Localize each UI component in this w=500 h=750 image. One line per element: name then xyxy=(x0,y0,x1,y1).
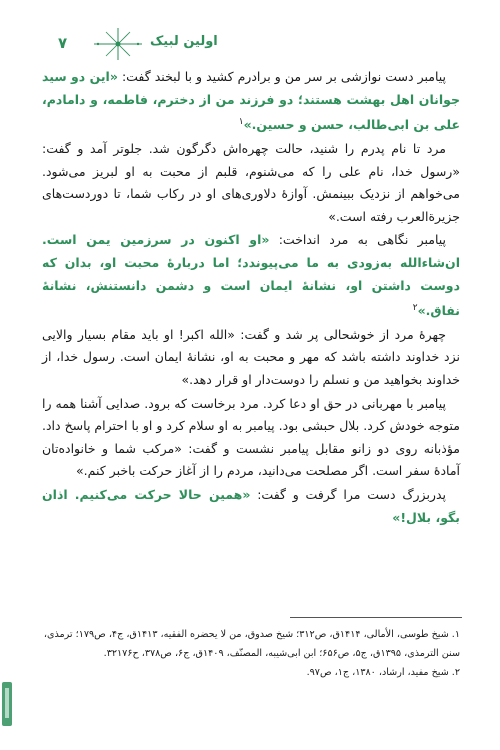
paragraph-text: پیامبر با مهربانی در حق او دعا کرد. مرد برخاست که برود. صدایی آشنا همه را متوجه خودش کرد. بلال حبشی بود. پیامبر به او سلام کرد و او با احترام پاسخ داد. مؤذبانه روی دو زانو مقابل پیامبر نشست و گفت: «مرکب شما و خانواده‌تان آمادهٔ سفر است. اگر مصلحت می‌دانید، مردم را از آغاز حرکت باخبر کنم.» xyxy=(42,395,460,479)
paragraph xyxy=(42,393,460,483)
footnote-item: ۲. شیخ مفید، ارشاد، ۱۳۸۰، ج۱، ص۹۷. xyxy=(306,667,460,678)
paragraph-text: پدربزرگ دست مرا گرفت و گفت: xyxy=(250,487,446,502)
paragraph xyxy=(42,484,460,529)
paragraph xyxy=(42,138,460,228)
footnote-item: ۱. شیخ طوسی، الأمالی، ۱۴۱۴ق، ص۳۱۲؛ شیخ صدوق، من لا یحضره الفقیه، ۱۴۱۳ق، ج۴، ص۱۷۹؛ ترمذی، سنن الترمذی، ۱۳۹۵ق، ج۵، ص۶۵۶؛ ابن ابی‌شیبه، المصنّف، ۱۴۰۹ق، ج۶، ص۳۷۸، ح۳۲۱۷۶. xyxy=(43,629,460,659)
dialogue-highlight: «همین حالا حرکت می‌کنیم. اذان بگو، بلال!» xyxy=(42,487,460,525)
paragraph-text: پیامبر دست نوازشی بر سر من و برادرم کشید و با لبخند گفت: xyxy=(117,69,447,84)
paragraph-text: پیامبر نگاهی به مرد انداخت: xyxy=(269,232,446,248)
footnote-divider xyxy=(290,617,462,618)
paragraph-text: چهرهٔ مرد از خوشحالی پر شد و گفت: «الله اکبر! او باید مقام بسیار والایی نزد خداوند داشته باشد که مهر و محبت به او، نشانهٔ ایمان است. رسول خدا، از خداوند بخواهید من و نسلم را دوست‌دار او قرار دهد.» xyxy=(42,326,460,388)
star-ornament-icon xyxy=(88,26,148,62)
dialogue-highlight: «او اکنون در سرزمین یمن است. ان‌شاءالله به‌زودی به ما می‌پیوندد؛ اما دربارهٔ محبت او، بدان که دوست داشتن او، نشانهٔ ایمان است و دشمن دانستنش، نشانهٔ نفاق.» xyxy=(42,232,460,319)
paragraph xyxy=(42,324,460,392)
book-title: اولین لبیک xyxy=(150,34,218,49)
paragraph xyxy=(42,229,460,323)
main-text xyxy=(42,66,460,530)
paragraph xyxy=(42,66,460,137)
footnote-ref: ۱ xyxy=(238,117,244,128)
paragraph-text: مرد تا نام پدرم را شنید، حالت چهره‌اش دگرگون شد. جلوتر آمد و گفت: «رسول خدا، نام علی را که می‌شنوم، قلبم از محبت به او لبریز می‌شود. می‌خواهم از نزدیک ببینمش. آوازهٔ دلاوری‌های او در رکاب شما، تا دوردست‌های جزیرةالعرب رفته است.» xyxy=(42,140,460,224)
publisher-logo-icon xyxy=(0,680,14,728)
page-header xyxy=(0,14,500,74)
footnotes xyxy=(42,625,460,682)
footnote-ref: ۲ xyxy=(412,303,418,314)
dialogue-highlight: «این دو سید جوانان اهل بهشت هستند؛ دو فرزند من از دخترم، فاطمه، و دامادم، علی بن ابی‌طالب، حسن و حسین.» xyxy=(42,69,460,133)
page-number: ۷ xyxy=(58,34,68,52)
